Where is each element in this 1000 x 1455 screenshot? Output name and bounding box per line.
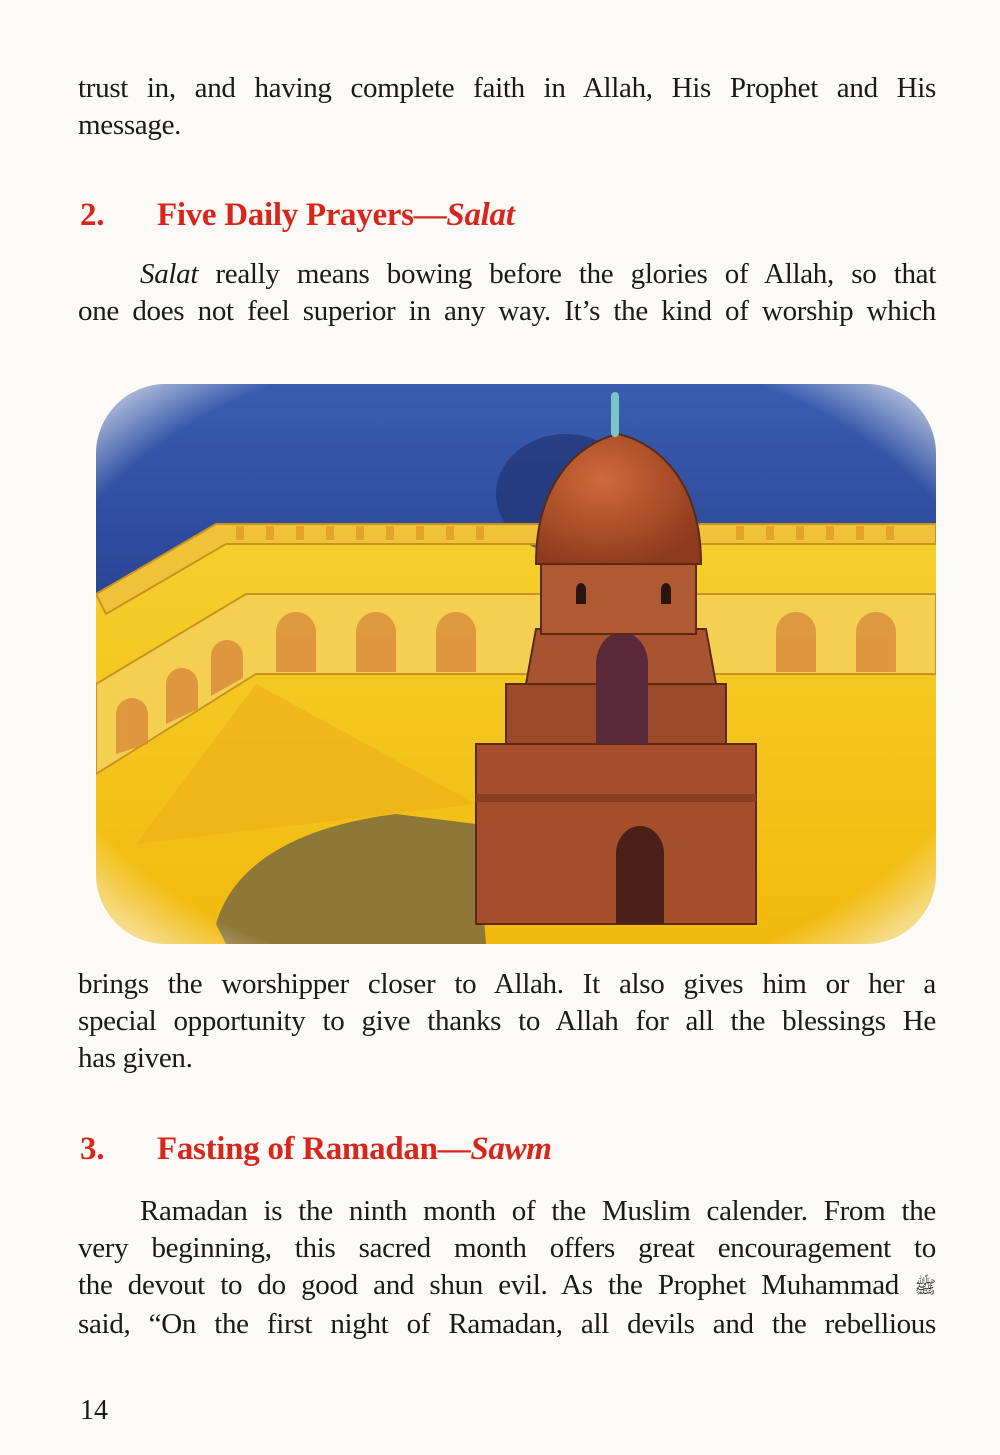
section-heading-salat bbox=[80, 197, 515, 234]
text-fragment: really means bowing before the glories of Allah, so that bbox=[198, 258, 936, 290]
text-line: message. bbox=[78, 109, 182, 141]
text-line: special opportunity to give thanks to Allah for all the blessings He bbox=[78, 1005, 936, 1037]
section-heading-sawm bbox=[80, 1131, 552, 1168]
page-number: 14 bbox=[80, 1395, 108, 1426]
salutation-glyph-icon: ﷺ bbox=[914, 1276, 936, 1297]
heading-title: Five Daily Prayers— bbox=[157, 197, 447, 233]
text-line: trust in, and having complete faith in Allah, His Prophet and His bbox=[78, 72, 936, 104]
text-line: has given. bbox=[78, 1042, 193, 1074]
text-line bbox=[78, 256, 936, 293]
heading-number: 2. bbox=[80, 197, 105, 233]
text-line: Ramadan is the ninth month of the Muslim calender. From the bbox=[140, 1195, 936, 1227]
salat-paragraph-2 bbox=[78, 966, 936, 1077]
text-line bbox=[78, 1267, 936, 1306]
text-line: said, “On the first night of Ramadan, all devils and the rebellious bbox=[78, 1307, 936, 1340]
mosque-illustration bbox=[96, 384, 936, 944]
intro-paragraph bbox=[78, 70, 936, 144]
heading-number: 3. bbox=[80, 1131, 105, 1167]
salat-paragraph-1 bbox=[78, 256, 936, 330]
text-line: very beginning, this sacred month offers great encouragement to bbox=[78, 1232, 936, 1264]
heading-italic-term: Salat bbox=[446, 197, 515, 233]
text-line: brings the worshipper closer to Allah. It also gives him or her a bbox=[78, 968, 936, 1000]
heading-title: Fasting of Ramadan— bbox=[157, 1131, 471, 1167]
heading-italic-term: Sawm bbox=[470, 1131, 552, 1167]
mosque-courtyard-dome-icon bbox=[96, 384, 936, 944]
text-fragment: the devout to do good and shun evil. As the Prophet Muhammad bbox=[78, 1269, 899, 1301]
sawm-paragraph-1 bbox=[78, 1193, 936, 1343]
text-line: one does not feel superior in any way. It’s the kind of worship which bbox=[78, 295, 936, 327]
italic-term: Salat bbox=[140, 258, 199, 290]
